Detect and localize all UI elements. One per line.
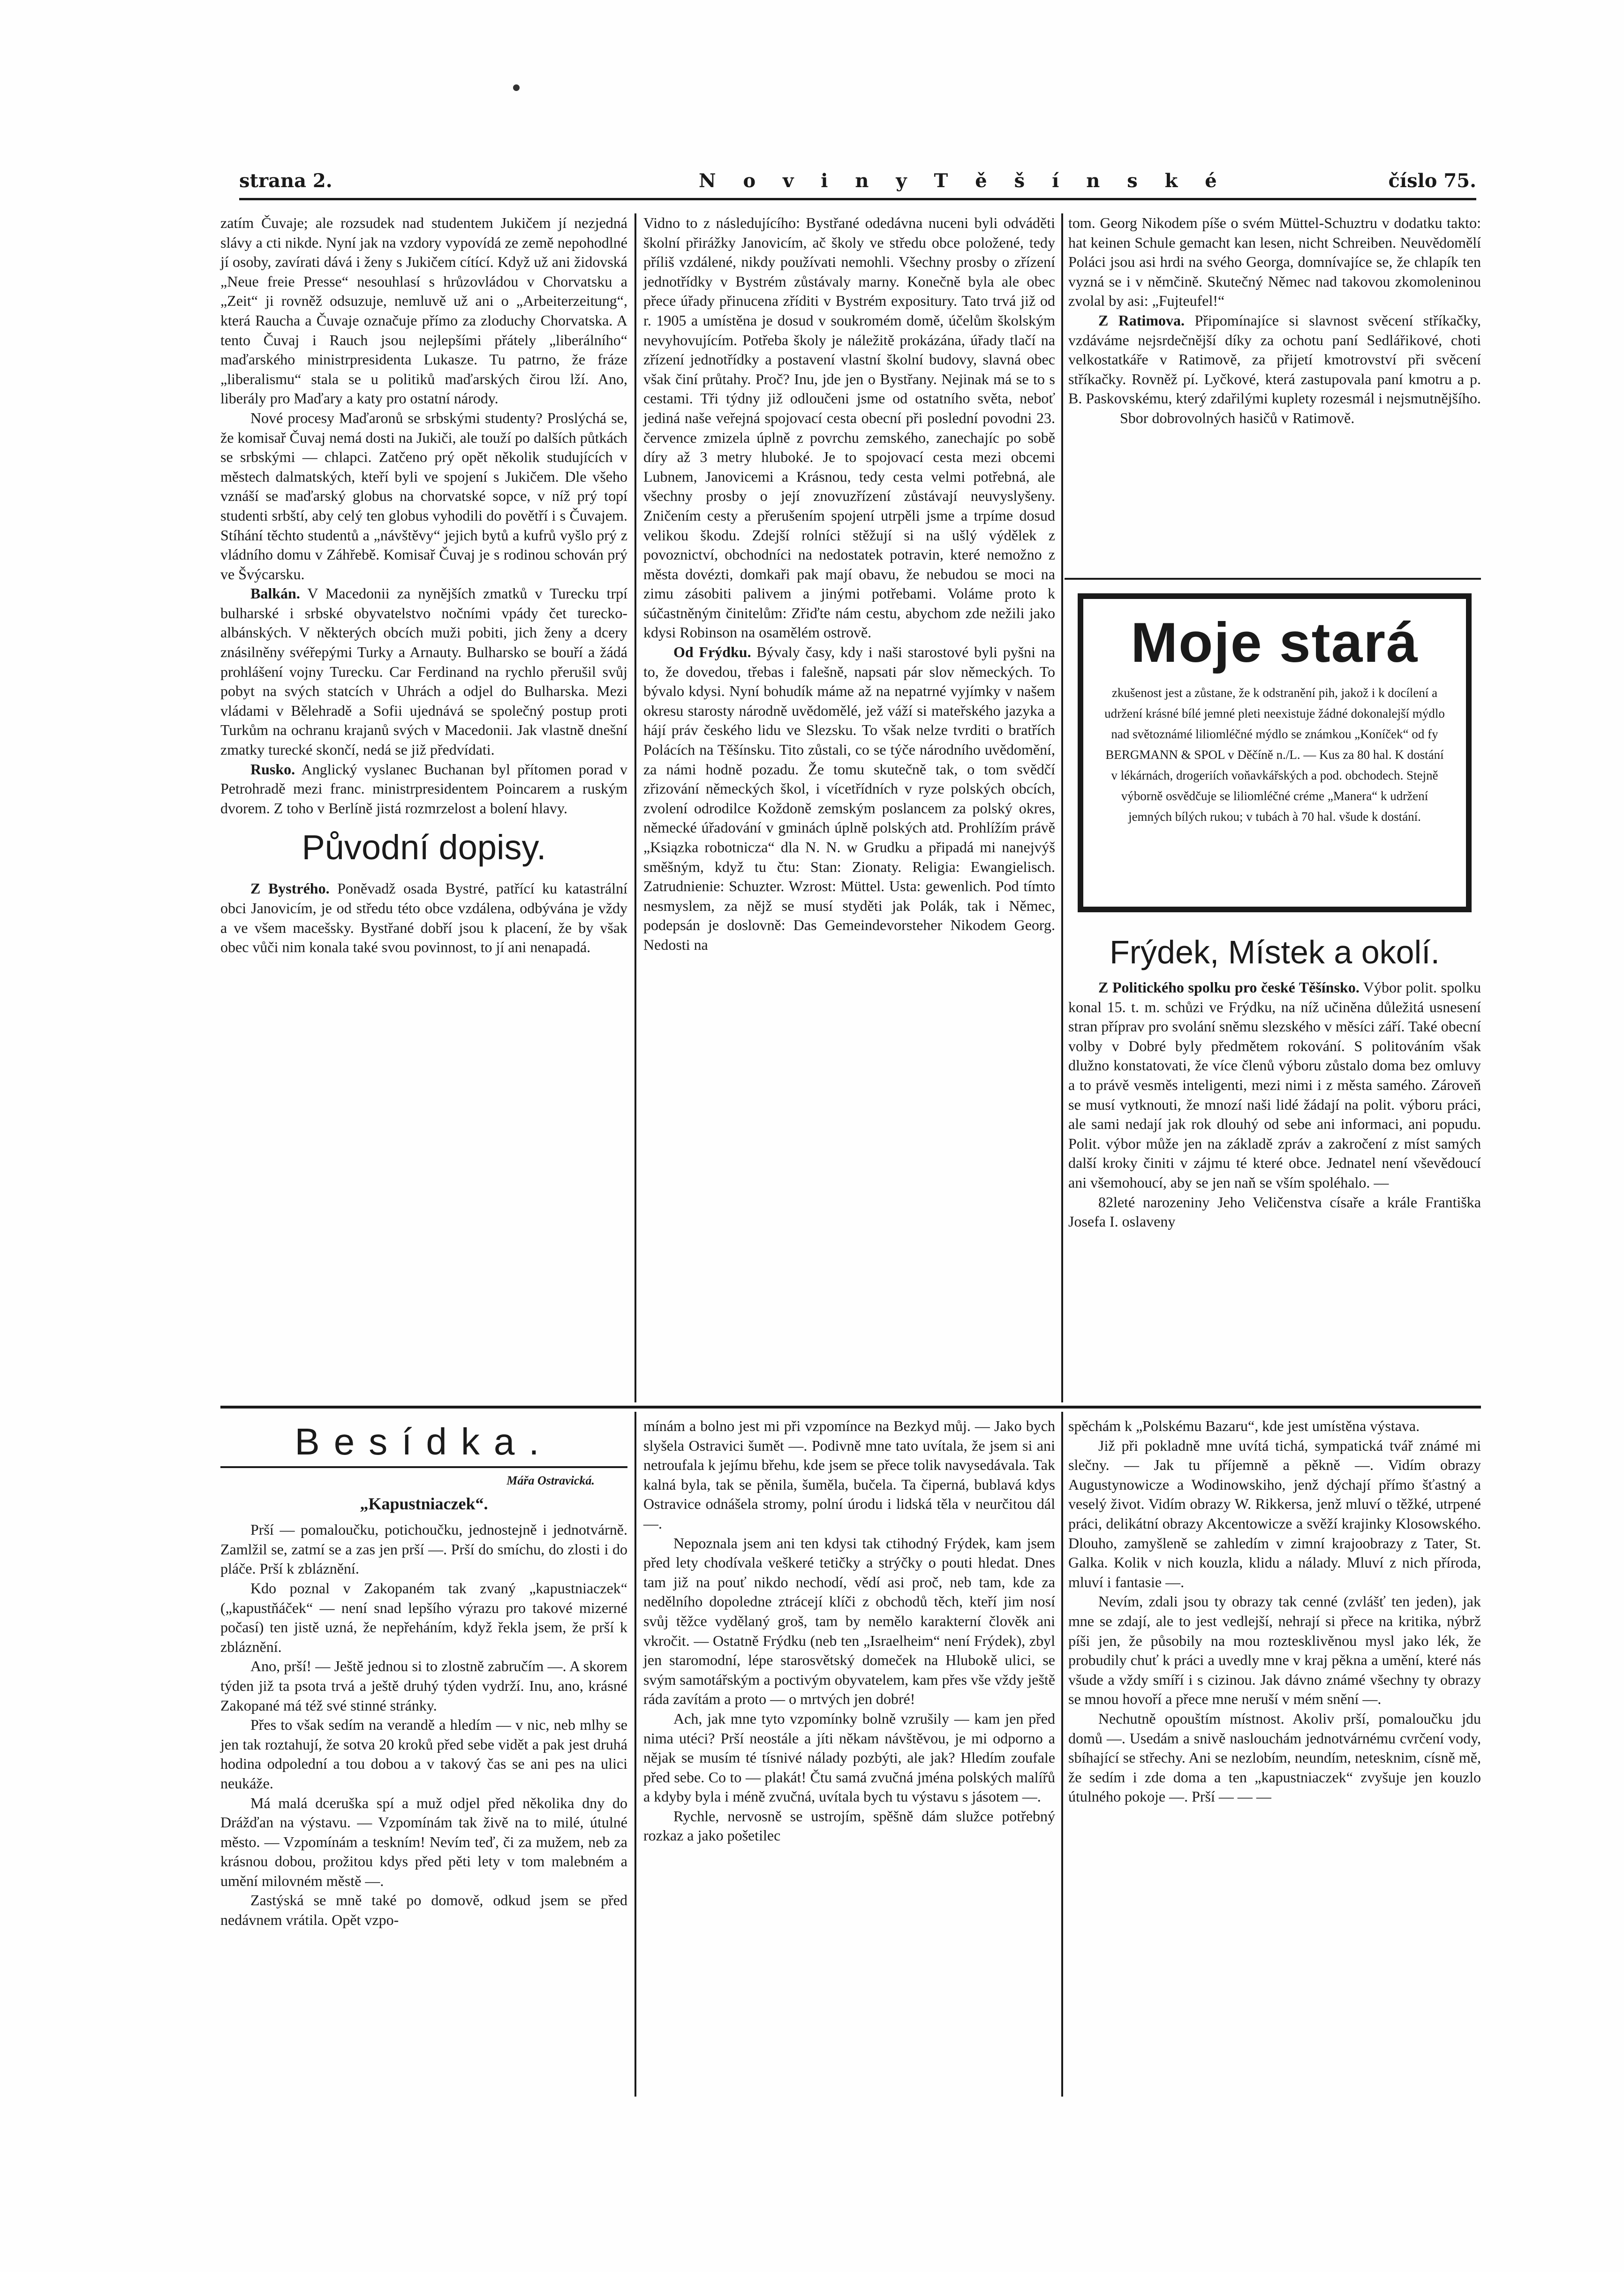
story-paragraph: Ach, jak mne tyto vzpomínky bolně vzrušily — kam jen před nima utéci? Prší neostále a jíti někam návštěvou, je mi odporno a nějak se musím té tísnivé nálady pozbýti, ale jak? Hledím zoufale před sebe. Co to — plakát! Čtu samá zvučná jména polských malířů a kdyby byla i méně zvučná, uvítala bych tu výstavu s jásotem —. xyxy=(643,1710,1055,1805)
page-header xyxy=(239,170,1476,193)
column-divider xyxy=(1061,1412,1063,2097)
advertisement-box xyxy=(1078,593,1472,912)
article-paragraph: zatím Čuvaje; ale rozsudek nad studentem Jukičem jí nezjedná slávy a cti nikde. Nyní jak na vzdory vypovídá ze země nepohodlné jí osoby, zavírati dává i ženy s Jukičem cítící. Když už ani židovská „Neue freie Presse“ nesouhlasí s hrůzovládou v Chorvatsku a „Zeit“ ji rovněž odsuzuje, nemluvě už ani o „Arbeiterzeitung“, která Raucha a Čuvaje označuje přímo za zloduchy Chorvatska. A tento Čuvaj i Rauch jsou nejlepšími přátely „liberálního“ maďarského ministrpresidenta Lukasze. Tu patrno, že fráze „liberalismu“ stala se u politiků maďarských čirou lží. Ano, liberály pro Maďary a katy pro ostatní národy. xyxy=(220,214,627,407)
column-3-top xyxy=(1068,213,1481,584)
article-paragraph xyxy=(643,643,1055,955)
story-paragraph: Již při pokladně mne uvítá tichá, sympatická tvář známé mi slečny. — Jak tu příjemně a pěkně —. Vidím obrazy Augustynowicze a Wodinowskiho, jenž dýchají přímo šťastný a veselý život. Vidím obrazy W. Rikkersa, jenž mluví o těžké, utrpené práci, delikátní obrazy Akcentowicze a svěží krajinky Klosowského. Dlouho, zamyšleně se zahledím v zimní krajoobrazy z Tater, St. Galka. Kolik v nich kouzla, klidu a nálady. Mluví z nich příroda, mluví i fantasie —. xyxy=(1068,1437,1481,1590)
article-paragraph xyxy=(1068,311,1481,409)
article-paragraph xyxy=(1068,978,1481,1193)
article-text: Bývaly časy, kdy i naši starostové byli pyšni na to, že dovedou, třebas i falešně, napsati pár slov německých. To bývalo kdysi. Nyní bohudík máme až na nepatrné vyjímky v našem okresu starosty národně uvědomělé, jež váží si mateřského jazyka a hájí práv českého lidu ve Slezsku. To však nelze tvrditi o bratřích Polácích na Těšínsku. Tito zůstali, co se týče národního uvědomění, za námi hodně pozadu. Že tomu skutečně tak, o tom svědčí zřizování německých škol, i vícetřídních v ryze polských obcích, zvolení odrodilce Koždoně zemským poslancem za polský okres, německé úřadování v gminách úplně polských atd. Prohlížím právě „Ksiązka robotnicza“ dla N. N. w Grudku a připadá mi nanejvýš směšným, když tu čtu: Stan: Zionaty. Religia: Ewangielisch. Zatrudnienie: Schuzter. Wzrost: Müttel. Usta: gewenlich. Pod tímto nesmyslem, za nějž se musí styděti jak Polák, tak i Němec, podepsán je doslovně: Das Gemeindevorsteher Nikodem Georg. Nedosti na xyxy=(643,644,1056,953)
feuilleton-author: Mářa Ostravická. xyxy=(506,1474,595,1487)
column-1 xyxy=(220,213,627,1395)
feuilleton-column-2 xyxy=(643,1416,1055,2087)
article-lead: Z Bystrého. xyxy=(250,880,330,897)
story-paragraph: Nepoznala jsem ani ten kdysi tak ctihodný Frýdek, kam jsem před lety chodívala veškeré tetičky a strýčky o pouti hledat. Dnes tam již na pouť nikdo nechodí, vědí asi proč, neb tam, kde za nedělního dopoledne ztrácejí klíči z obchodů těch, kteří jim nosí svůj těžce vydělaný groš, tam by nemělo karakterní člověk ani vkročit. — Ostatně Frýdku (neb ten „Israelheim“ není Frýdek), zbyl jen staromodní, lépe starosvětský domeček na Hlubokě ulici, se svým samotářským a poctivým obyvatelem, kam přes vše vždy ještě ráda zavítám a proto — o mrtvých jen dobré! xyxy=(643,1534,1055,1708)
section-heading: Původní dopisy. xyxy=(302,828,546,867)
feuilleton-title: Besídka. xyxy=(295,1421,553,1462)
ad-title: Moje stará xyxy=(1131,611,1419,674)
article-paragraph xyxy=(220,584,627,759)
article-paragraph xyxy=(220,409,627,584)
column-divider xyxy=(634,213,636,1402)
story-paragraph: Ano, prší! — Ještě jednou si to zlostně zabručím —. A skorem týden již ta psota trvá a ještě druhý týden vydrží. Inu, ano, krásné Zakopané má též své stinné stránky. xyxy=(220,1658,627,1714)
column-3-bottom xyxy=(1068,931,1481,1400)
story-paragraph: spěchám k „Polskému Bazaru“, kde jest umístěna výstava. xyxy=(1068,1417,1420,1434)
header-rule xyxy=(239,198,1476,200)
article-paragraph: Vidno to z následujícího: Bystřané odedávna nuceni byli odváděti školní přirážky Janovicím, ač školy ve středu obce položené, tedy příliš vzdálené, nikdy používati nemohli. Všechny prosby o zřízení jednotřídky v Bystrém zůstávaly marny. Konečně byla ale obec přece úřady přinucena zříditi v Bystrém expositury. Tato trvá již od r. 1905 a umístěna je dosud v soukromém domě, účelům školským nevyhovujícím. Potřeba školy je náležitě prokázána, úřady tlačí na zřízení jednotřídky a postavení vlastní školní budovy, slavná obec však činí průtahy. Proč? Inu, jde jen o Bystřany. Nejinak má se to s cestami. Tři týdny již odloučeni jsme od ostatního světa, neboť jediná naše veřejná spojovací cesta obecní při poslední povodni 23. července zmizela úplně z povrchu zemského, zanechajíc po sobě díry až 3 metry hluboké. Je to spojovací cesta mezi obcemi Lubnem, Janovicemi a Krásnou, tedy cesta velmi potřebná, ale všechny prosby o její znovuzřízení zůstávají neuvyslyšeny. Zničením cesty a přerušením spojení utrpěli jsme a trpíme dosud velikou škodu. Zdejší rolníci stěžují si na ušlý výdělek z povoznictví, obchodníci na nedostatek potravin, které nemožno z města dovézti, domkaři pak mají obavu, že nebudou se moci na zimu zásobiti palivem a jinými potřebami. Voláme proto k súčastněným činitelům: Zřiďte nám cestu, abychom zde nežili jako kdysi Robinson na osamělém ostrově. xyxy=(643,214,1055,641)
article-paragraph xyxy=(220,760,627,818)
story-paragraph: Zastýská se mně také po domově, odkud jsem se před nedávnem vrátila. Opět vzpo- xyxy=(220,1892,627,1929)
article-text: Anglický vyslanec Buchanan byl přítomen porad v Petrohradě mezi franc. ministrpresidentem Poincarem a ruským dvorem. Z toho v Berlíně jistá rozmrzelost a bolení hlavy. xyxy=(220,760,627,817)
feuilleton-rule xyxy=(220,1406,1481,1409)
ad-top-rule xyxy=(1065,578,1481,580)
article-paragraph: 82leté narozeniny Jeho Veličenstva císaře a krále Františka Josefa I. oslaveny xyxy=(1068,1193,1481,1230)
article-text: Nové procesy Maďaronů se srbskými studenty? Proslýchá se, že komisař Čuvaj nemá dosti na Jukiči, ale touží po dalších půtkách se srbskými — chlapci. Zatčeno prý opět několik studujících v městech dalmatských, kteří byli ve spojení s Jukičem. Dle všeho vznáší se maďarský globus na chorvatské sopce, v níž prý topí studenti srbští, aby celý ten globus vyhodili do povětří i s Čuvajem. Stíhání těchto studentů a „návštěvy“ jejich bytů a kufrů vyšlo prý z vládního domu v Záhřebě. Komisař Čuvaj je s rodinou schován prý ve Švýcarsku. xyxy=(220,409,627,583)
ad-text: zkušenost jest a zůstane, že k odstranění pih, jakož i k docílení a udržení krásné bílé jemné pleti neexistuje žádné dokonalejší mýdlo nad světoznámé liliomléčné mýdlo se známkou „Koníček“ od fy BERGMANN & SPOL v Děčíně n./L. — Kus za 80 hal. K dostání v lékárnách, drogeriích voňavkářských a pod. obchodech. Stejně výborně osvědčuje se liliomléčné créme „Manera“ k udržení jemných bílých rukou; v tubách à 70 hal. všude k dostání. xyxy=(1104,686,1445,824)
story-paragraph: Kdo poznal v Zakopaném tak zvaný „kapustniaczek“ („kapustňáček“ — není snad lepšího výrazu pro takové mizerné počasí) ten jistě uzná, že nepřeháním, když řekla jsem, že prší k zbláznění. xyxy=(220,1579,627,1655)
story-paragraph: Rychle, nervosně se ustrojím, spěšně dám služce potřebný rozkaz a jako pošetilec xyxy=(643,1807,1055,1844)
column-2 xyxy=(643,213,1055,1395)
issue-number: číslo 75. xyxy=(1388,170,1476,192)
story-paragraph: Má malá dceruška spí a muž odjel před několika dny do Drážďan na výstavu. — Vzpomínám tak živě na to milé, útulné město. — Vzpomínám a teskním! Nevím teď, či za mužem, neb za krásnou dobou, prožitou kdys před pěti lety v tom malebném a umění milovném městě —. xyxy=(220,1794,627,1889)
article-lead: Z Politického spolku pro české Těšínsko. xyxy=(1098,979,1360,996)
article-text: Výbor polit. spolku konal 15. t. m. schůzi ve Frýdku, na níž učiněna důležitá usnesení stran příprav pro svolání sněmu slezského v měsíci září. Také obecní volby v Dobré byly předmětem rokování. S politováním však dlužno konstatovati, že více členů výboru zůstalo doma bez omluvy a to právě vesměs inteligenti, mezi nimi i z města samého. Zároveň se musí vytknouti, že mnozí naši lidé žádají na polit. výboru práci, ale sami nedají jak rok dlouhý od sebe ani informaci, ani popudu. Polit. výbor může jen na základě zpráv a zakročení z míst samých další kroky činiti v zájmu té které obce. Jednatel není vševědoucí ani všemohoucí, aby se jen naň se vším spoléhalo. — xyxy=(1068,979,1481,1191)
column-divider xyxy=(1061,213,1063,1402)
article-text: Poněvadž osada Bystré, patřící ku katastrální obci Janovicím, je od středu této obce vzdálena, odbývána je vždy a ve všem macešsky. Bystřané dobří jsou k placení, že by však obec vůči nim konala také svou povinnost, to jí ani nenapadá. xyxy=(220,880,628,956)
feuilleton-column-1 xyxy=(220,1416,627,2087)
feuilleton-title-rule xyxy=(220,1466,627,1468)
column-divider xyxy=(634,1412,636,2097)
article-text: V Macedonii za nynějších zmatků v Turecku trpí bulharské i srbské obyvatelstvo nočními vpády čet turecko-albánských. V některých obcích muži pobiti, jich ženy a dcery znásilněny svéřepými Turky a Arnauty. Bulharsko se bouří a žádá prohlášení vojny Turecku. Car Ferdinand na rychlo přerušil svůj pobyt na svých statcích v Uhrách a odjel do Bulharska. Mezi vládami v Bělehradě a Sofii ujednává se společný postup proti Turkům na ochranu krajanů svých v Macedonii. Jak vlastně dnešní zmatky turecké skončí, nedá se již předvídati. xyxy=(220,585,627,758)
feuilleton-column-3 xyxy=(1068,1416,1481,2087)
article-signature: Sbor dobrovolných hasičů v Ratimově. xyxy=(1120,409,1355,426)
story-paragraph: Nevím, zdali jsou ty obrazy tak cenné (zvlášť ten jeden), jak mne se zdají, ale to jest vedlejší, nehrají si přece na kritika, nýbrž píši jen, že působily na mou roztesklivěnou mysl jako lék, že probudily chuť k práci a uvedly mne v kraj pěkna a umění, které nás všude a vždy smíří i s cizinou. Jak dávno známé všechny ty obrazy se mnou hovoří a přece mne neruší v mém snění —. xyxy=(1068,1593,1481,1708)
story-paragraph: Prší — pomaloučku, potichoučku, jednostejně i jednotvárně. Zamlžil se, zatmí se a zas jen prší —. Prší do smíchu, do zlosti i do pláče. Prší k zbláznění. xyxy=(220,1521,627,1577)
story-title: „Kapustniaczek“. xyxy=(360,1494,488,1513)
article-lead: Balkán. xyxy=(250,585,300,602)
stray-dot xyxy=(513,84,520,91)
article-paragraph xyxy=(220,879,627,957)
article-text: Připomínajíce si slavnost svěcení stříkačky, vzdáváme nejsrdečnější díky za ochotu paní Sedlářikové, choti velkostatkáře v Ratimově, za přijetí kmotrovství při svěcení stříkačky. Rovněž pí. Lyčkové, která zastupovala paní kmotru a p. B. Paskovskému, který zdařilými kuplety rozesmál i nejsmutnějšího. xyxy=(1068,311,1481,407)
newspaper-title: N o v i n y T ě š í n s k é xyxy=(699,170,1227,192)
page-number: strana 2. xyxy=(239,170,332,192)
article-lead: Rusko. xyxy=(250,760,295,778)
story-paragraph: Přes to však sedím na verandě a hledím — v nic, neb mlhy se jen tak roztahují, že sotva 20 kroků před sebe vidět a pak jest druhá hodina odpolední a tou dobou a v takový čas se ani pes na ulici neukáže. xyxy=(220,1716,627,1792)
story-paragraph: mínám a bolno jest mi při vzpomínce na Bezkyd můj. — Jako bych slyšela Ostravici šumět —. Podivně mne tato uvítala, že jsem si ani netroufala k jejímu břehu, kde jsem se přece tolik navysedávala. Tak kalná byla, tak se pěnila, šuměla, bučela. Ta čiperná, bublavá kdys Ostravice odnášela stromy, polní úrodu i lidská těla v neurčitou dál —. xyxy=(643,1417,1055,1532)
article-lead: Z Ratimova. xyxy=(1098,311,1185,329)
article-paragraph: tom. Georg Nikodem píše o svém Müttel-Schuztru v dodatku takto: hat keinen Schule gemacht kan lesen, nicht Schreiben. Neuvědomělí Poláci jsou asi hrdi na svého Georga, domnívajíce se, že chlapík ten vyzná se i v němčině. Skutečný Němec nad takovou zkomoleninou zvolal by asi: „Fujteufel!“ xyxy=(1068,214,1481,310)
section-heading: Frýdek, Místek a okolí. xyxy=(1109,934,1440,970)
article-lead: Od Frýdku. xyxy=(673,644,751,661)
story-paragraph: Nechutně opouštím místnost. Akoliv prší, pomaloučku jdu domů —. Usedám a snivě naslouchám jednotvárnému cvrčení vody, sbíhající se střechy. Ani se nezlobím, neundím, netesknim, císně mě, že sedím i zde doma a ten „kapustniaczek“ zvyšuje jen kouzlo útulného pokoje —. Prší — — — xyxy=(1068,1710,1481,1805)
